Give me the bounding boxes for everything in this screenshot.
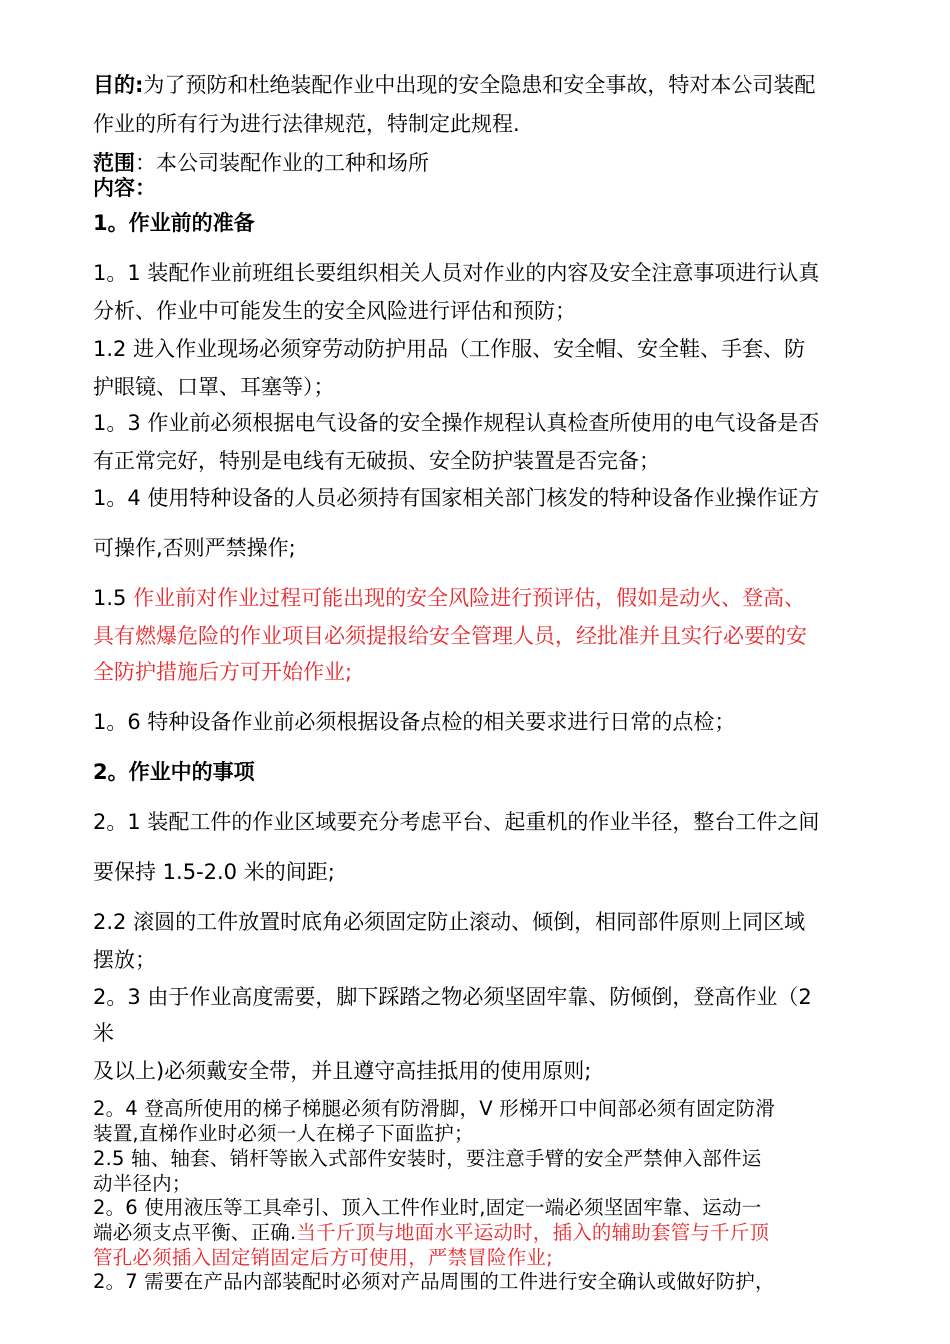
item-1-2-line-2: 护眼镜、口罩、耳塞等）； bbox=[93, 375, 335, 399]
item-2-3-line-1: 2。3 由于作业高度需要，脚下踩踏之物必须坚固牢靠、防倾倒，登高作业（2 bbox=[93, 985, 812, 1009]
item-2-5-line-1: 2.5 轴、轴套、销杆等嵌入式部件安装时，要注意手臂的安全严禁伸入部件运 bbox=[93, 1147, 762, 1170]
item-2-4-line-2: 装置,直梯作业时必须一人在梯子下面监护； bbox=[93, 1122, 474, 1145]
item-2-3-line-2: 米 bbox=[93, 1021, 114, 1045]
purpose-label: 目的: bbox=[93, 73, 144, 97]
item-2-6-line-3: 管孔必须插入固定销固定后方可使用，严禁冒险作业; bbox=[93, 1246, 553, 1269]
item-2-3-line-3: 及以上)必须戴安全带，并且遵守高挂抵用的使用原则; bbox=[93, 1059, 592, 1083]
purpose-text-2: 作业的所有行为进行法律规范，特制定此规程. bbox=[93, 112, 520, 136]
item-2-2-line-1: 2.2 滚圆的工件放置时底角必须固定防止滚动、倾倒，相同部件原则上同区域 bbox=[93, 910, 806, 934]
scope-text: ：本公司装配作业的工种和场所 bbox=[135, 151, 429, 175]
item-1-4-line-2: 可操作,否则严禁操作; bbox=[93, 536, 296, 560]
item-1-5-line-3: 全防护措施后方可开始作业; bbox=[93, 660, 353, 684]
item-2-5-line-2: 动半径内； bbox=[93, 1172, 192, 1195]
item-1-1-line-2: 分析、作业中可能发生的安全风险进行评估和预防； bbox=[93, 299, 576, 323]
item-2-2-line-2: 摆放； bbox=[93, 948, 156, 972]
section1-heading: 1。作业前的准备 bbox=[93, 211, 255, 235]
purpose-line-1 bbox=[93, 72, 815, 98]
item-2-6-line-1: 2。6 使用液压等工具牵引、顶入工件作业时,固定一端必须坚固牢靠、运动一 bbox=[93, 1196, 762, 1219]
item-1-5-number: 1.5 bbox=[93, 586, 134, 610]
item-1-5-line-2: 具有燃爆危险的作业项目必须提报给安全管理人员，经批准并且实行必要的安 bbox=[93, 624, 807, 648]
item-1-3-line-1: 1。3 作业前必须根据电气设备的安全操作规程认真检查所使用的电气设备是否 bbox=[93, 411, 820, 435]
item-1-2-line-1: 1.2 进入作业现场必须穿劳动防护用品（工作服、安全帽、安全鞋、手套、防 bbox=[93, 337, 806, 361]
item-2-1-line-2: 要保持 1.5-2.0 米的间距; bbox=[93, 860, 335, 884]
section2-heading: 2。作业中的事项 bbox=[93, 760, 255, 784]
item-1-5-text-1: 作业前对作业过程可能出现的安全风险进行预评估，假如是动火、登高、 bbox=[133, 586, 806, 610]
item-1-6-line-1: 1。6 特种设备作业前必须根据设备点检的相关要求进行日常的点检； bbox=[93, 710, 736, 734]
item-2-6-line-2 bbox=[93, 1220, 769, 1246]
scope-line bbox=[93, 150, 429, 176]
item-2-7-line-1: 2。7 需要在产品内部装配时必须对产品周围的工件进行安全确认或做好防护， bbox=[93, 1270, 775, 1293]
item-2-6-text-2b: 当千斤顶与地面水平运动时，插入的辅助套管与千斤顶 bbox=[296, 1221, 770, 1244]
item-2-1-line-1: 2。1 装配工件的作业区域要充分考虑平台、起重机的作业半径，整台工件之间 bbox=[93, 810, 820, 834]
item-1-5-line-1 bbox=[93, 585, 805, 611]
item-2-6-text-2a: 端必须支点平衡、正确. bbox=[93, 1221, 297, 1244]
item-1-4-line-1: 1。4 使用特种设备的人员必须持有国家相关部门核发的特种设备作业操作证方 bbox=[93, 486, 820, 510]
item-1-3-line-2: 有正常完好，特别是电线有无破损、安全防护装置是否完备； bbox=[93, 449, 660, 473]
scope-label: 范围 bbox=[93, 151, 135, 175]
item-1-1-line-1: 1。1 装配作业前班组长要组织相关人员对作业的内容及安全注意事项进行认真 bbox=[93, 261, 820, 285]
content-label: 内容： bbox=[93, 176, 156, 200]
purpose-text-1: 为了预防和杜绝装配作业中出现的安全隐患和安全事故，特对本公司装配 bbox=[143, 73, 816, 97]
item-2-4-line-1: 2。4 登高所使用的梯子梯腿必须有防滑脚，V 形梯开口中间部必须有固定防滑 bbox=[93, 1097, 775, 1120]
